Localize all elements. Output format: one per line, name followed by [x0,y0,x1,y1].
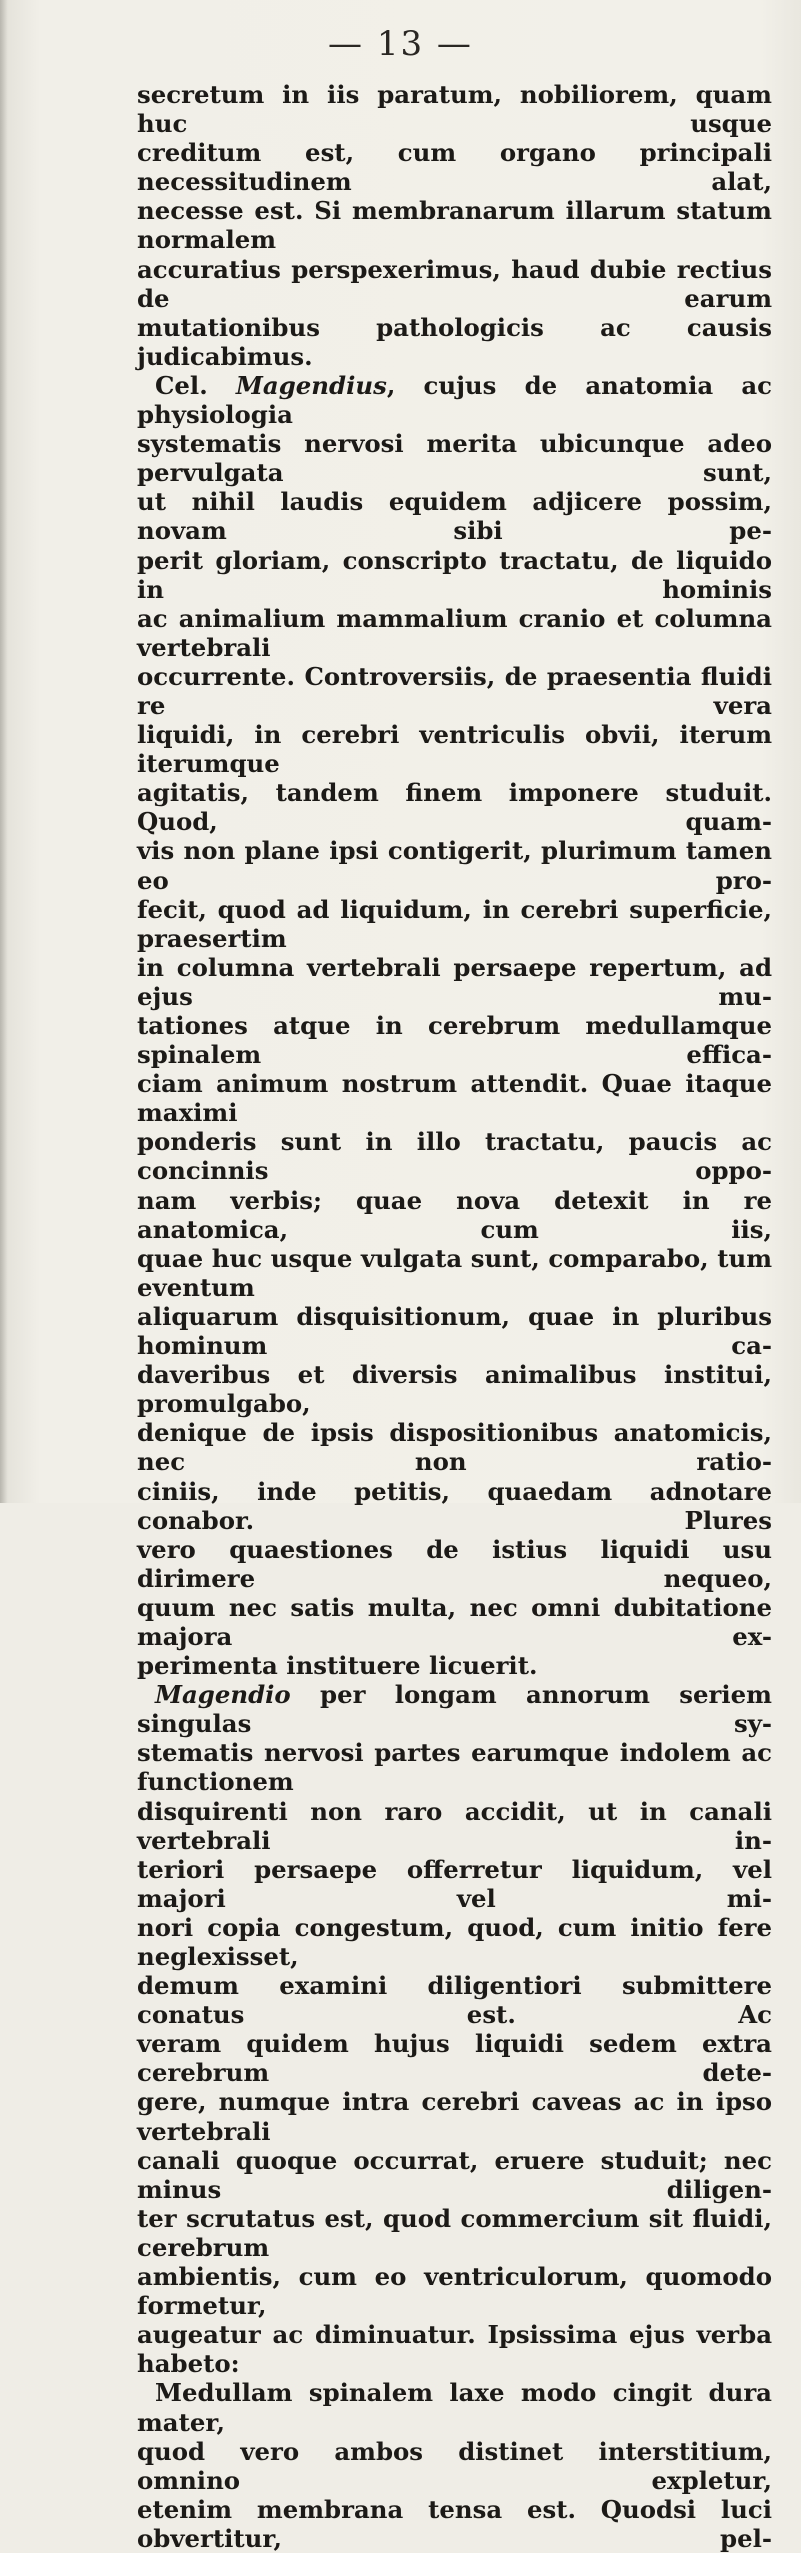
text-line: ter scrutatus est, quod commercium sit fluidi, cerebrum [137,2203,772,2262]
text-line: fecit, quod ad liquidum, in cerebri superficie, praesertim [137,894,772,953]
text-line: in columna vertebrali persaepe repertum, ad ejus mu- [137,952,772,1011]
text-line: systematis nervosi merita ubicunque adeo pervulgata sunt, [137,429,772,488]
page-binding-edge [0,0,8,1503]
text-line [137,371,772,429]
text-line: aliquarum disquisitionum, quae in pluribus hominum ca- [137,1301,772,1361]
body-text [137,80,772,2553]
text-line: ciam animum nostrum attendit. Quae itaque maximi [137,1069,772,1128]
text-line [137,1680,772,1738]
text-line: vis non plane ipsi contigerit, plurimum tamen eo pro- [137,836,772,895]
text-line: vero quaestiones de istius liquidi usu dirimere nequeo, [137,1534,772,1593]
text-line: creditum est, cum organo principali necessitudinem alat, [137,138,772,197]
text-line: disquirenti non raro accidit, ut in canali vertebrali in- [137,1796,772,1855]
text-line: canali quoque occurrat, eruere studuit; nec minus diligen- [137,2145,772,2204]
text-line: ciniis, inde petitis, quaedam adnotare conabor. Plures [137,1476,772,1535]
text-line: daveribus et diversis animalibus institui, promulgabo, [137,1360,772,1419]
page-number: — 13 — [328,24,473,64]
text-line: accuratius perspexerimus, haud dubie rectius de earum [137,254,772,313]
text-span: Cel. [155,370,236,400]
quotation-block [137,2378,772,2553]
text-line: ut nihil laudis equidem adjicere possim, novam sibi pe- [137,487,772,546]
text-line: perimenta instituere licuerit. [137,1651,538,1681]
text-line: denique de ipsis dispositionibus anatomicis, nec non ratio- [137,1418,772,1477]
text-line: liquidi, in cerebri ventriculis obvii, iterum iterumque [137,720,772,779]
text-line: stematis nervosi partes earumque indolem ac functionem [137,1738,772,1797]
text-span: Medullam spinalem laxe modo cingit dura mater, [137,2378,772,2437]
text-line: augeatur ac diminuatur. Ipsissima ejus verba habeto: [137,2320,772,2379]
text-line: veram quidem hujus liquidi sedem extra cerebrum dete- [137,2029,772,2088]
text-span: , cujus de anatomia ac physiologia [137,370,772,430]
text-line: secretum in iis paratum, nobiliorem, quam huc usque [137,80,772,139]
text-line: ac animalium mammalium cranio et columna vertebrali [137,603,772,662]
text-line: quae huc usque vulgata sunt, comparabo, tum eventum [137,1243,772,1302]
text-line: gere, numque intra cerebri caveas ac in ipso vertebrali [137,2087,772,2146]
text-line: ponderis sunt in illo tractatu, paucis ac concinnis oppo- [137,1127,772,1186]
text-line: agitatis, tandem finem imponere studuit. Quod, quam- [137,778,772,837]
text-line [137,2378,772,2436]
text-line: tationes atque in cerebrum medullamque spinalem effica- [137,1011,772,1070]
text-line: occurrente. Controversiis, de praesentia fluidi re vera [137,661,772,720]
author-name-italic: Magendio [155,1680,291,1710]
text-line: perit gloriam, conscripto tractatu, de liquido in hominis [137,545,772,604]
text-line: demum examini diligentiori submittere conatus est. Ac [137,1971,772,2030]
text-span: per longam annorum seriem singulas sy- [137,1680,772,1739]
text-line: necesse est. Si membranarum illarum statum normalem [137,196,772,255]
text-line: quum nec satis multa, nec omni dubitatione majora ex- [137,1592,772,1651]
text-line: etenim membrana tensa est. Quodsi luci obvertitur, pel- [137,2494,772,2553]
text-line: mutationibus pathologicis ac causis judicabimus. [137,312,772,371]
text-line: nam verbis; quae nova detexit in re anatomica, cum iis, [137,1185,772,1244]
text-line: quod vero ambos distinet interstitium, omnino expletur, [137,2436,772,2495]
text-line: nori copia congestum, quod, cum initio fere neglexisset, [137,1912,772,1971]
author-name-italic: Magendius [235,370,387,400]
text-line: teriori persaepe offerretur liquidum, vel majori vel mi- [137,1854,772,1913]
text-line: ambientis, cum eo ventriculorum, quomodo formetur, [137,2262,772,2321]
